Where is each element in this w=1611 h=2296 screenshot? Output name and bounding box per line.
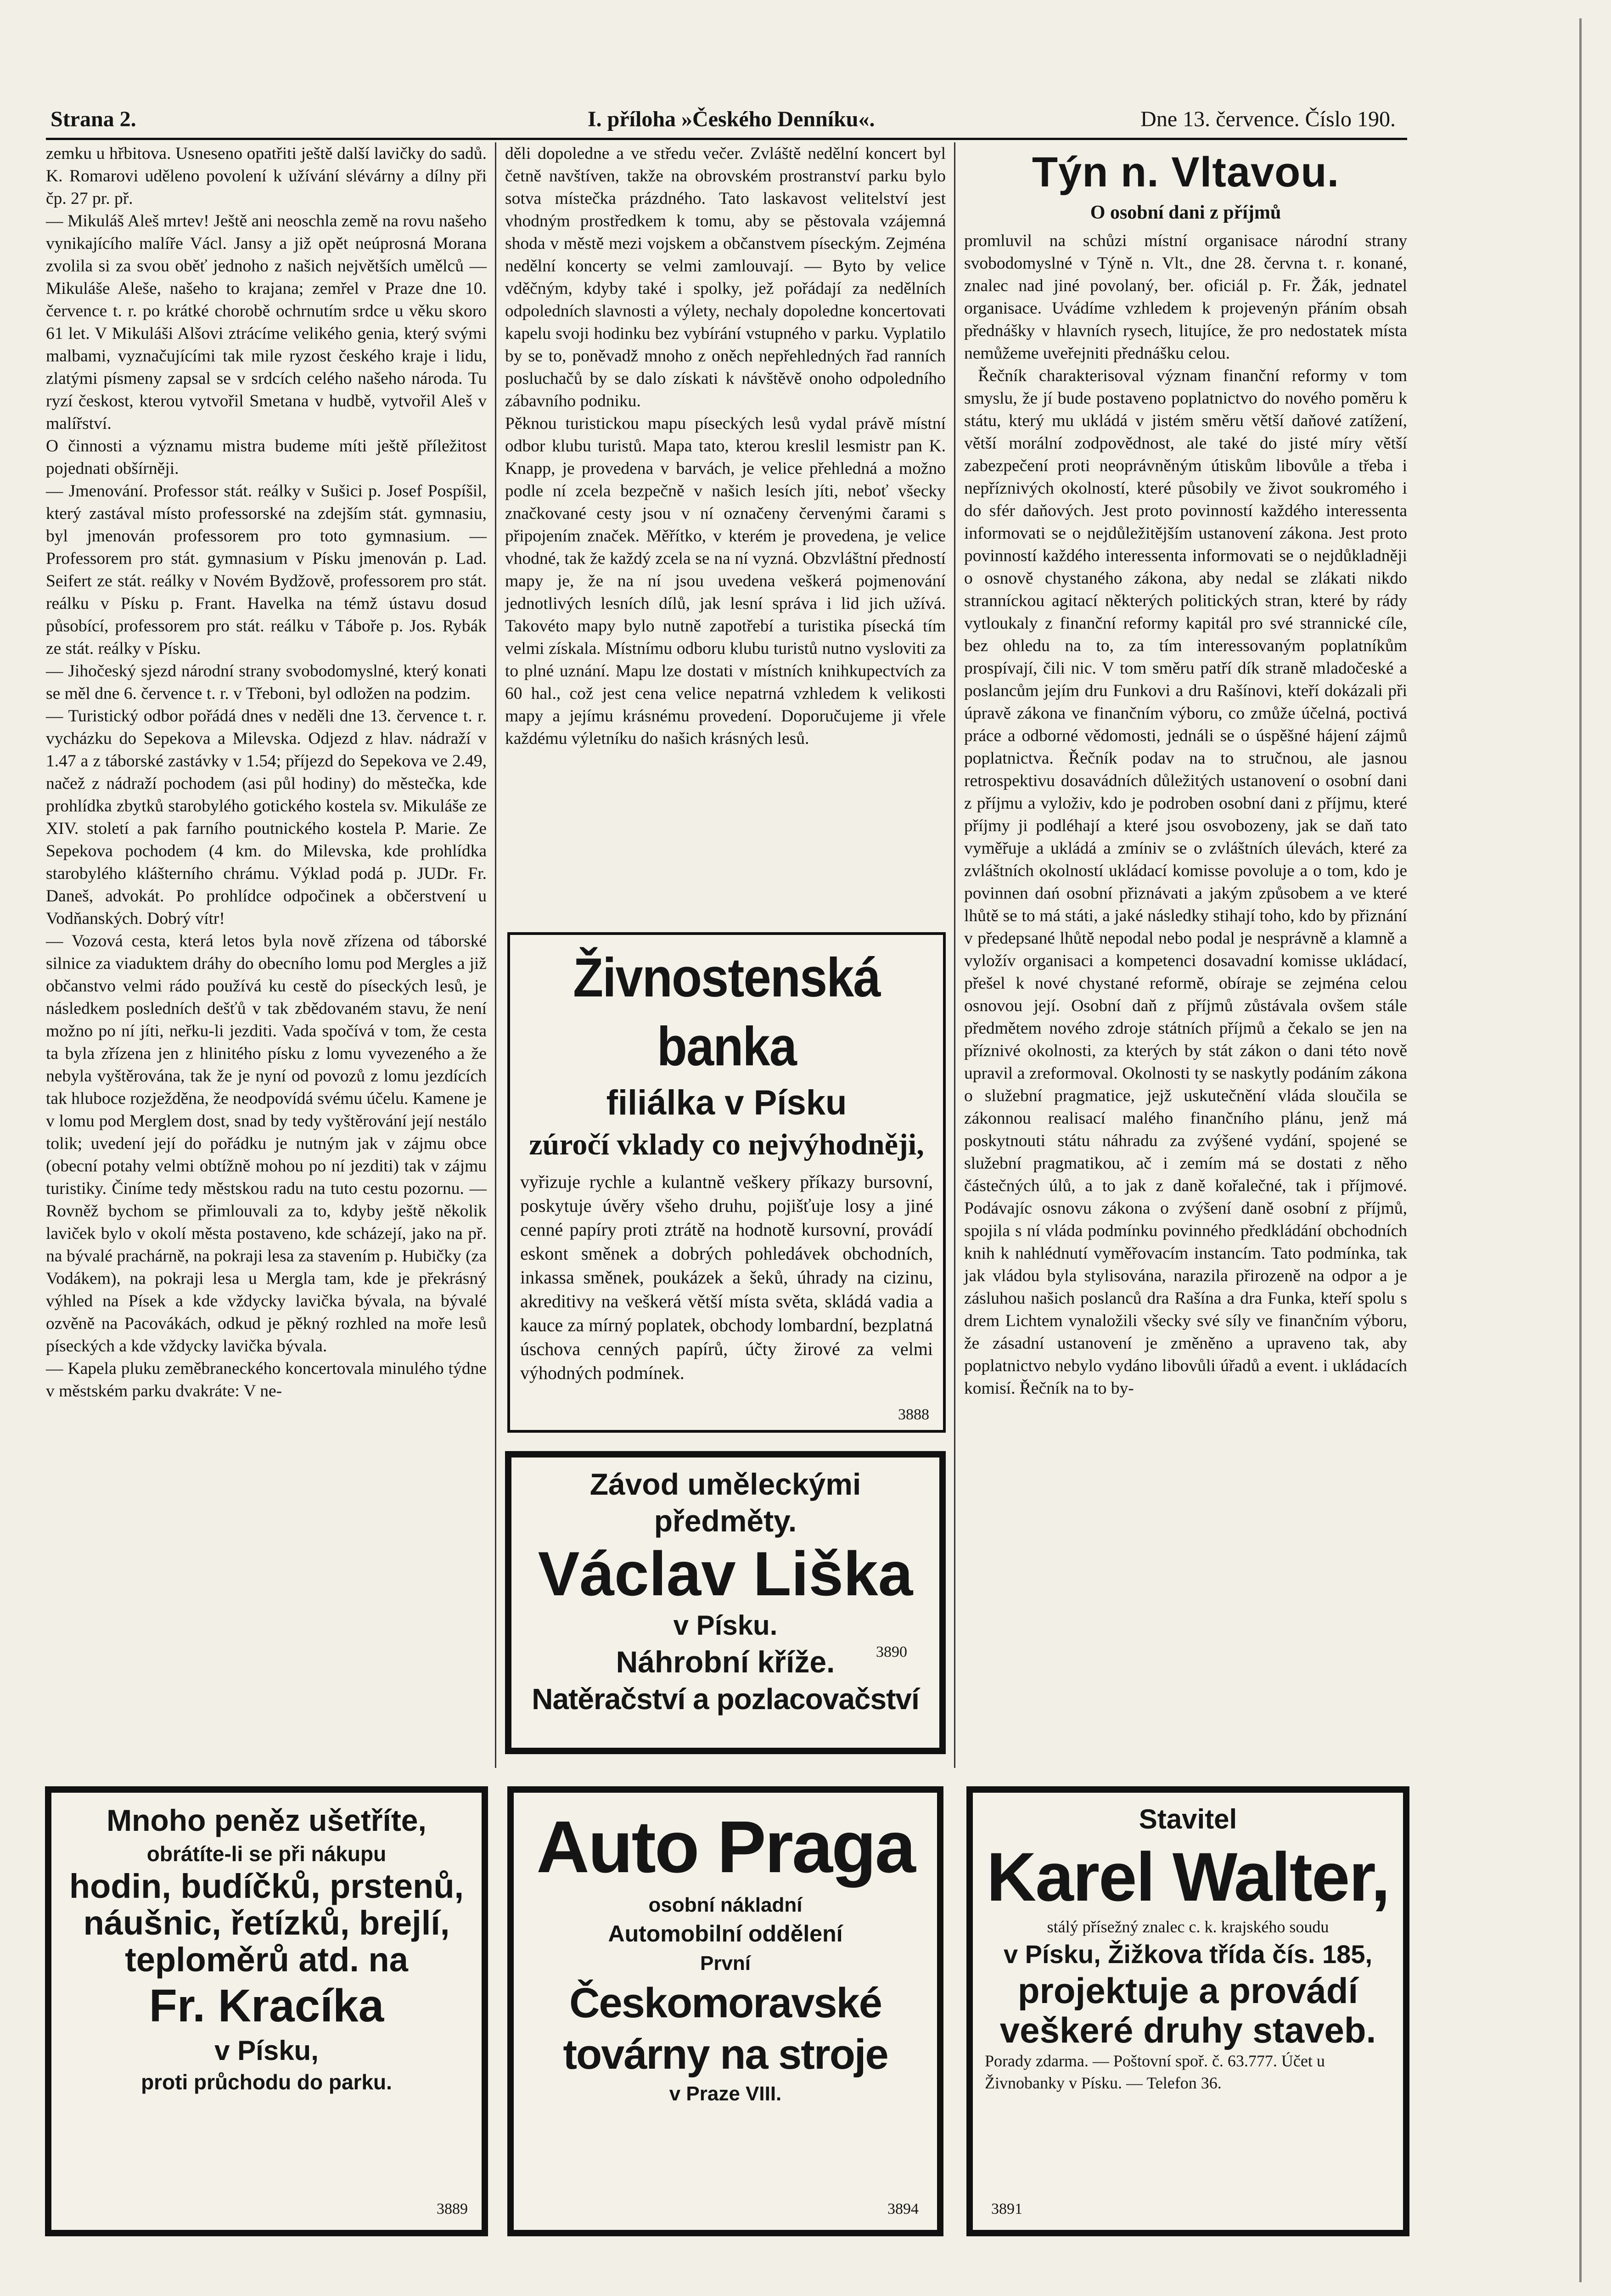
article-paragraph: Pěknou turistickou mapu píseckých lesů vydal právě místní odbor klubu turistů. Mapa tato, kterou kreslil lesmistr pan K. Knapp, je provedena v barvách, je velice přehledná a možno podle ní zcela bezpečně v našich lesích jíti, neboť všecky značkované cesty jsou v ní označeny červenými čarami s připojením značek. Měřítko, v kterém je provedena, je velice vhodné, tak že každý zcela se na ní vyzná. Obzvláštní předností mapy je, že na ní jsou uvedena veškerá pojmenování jednotlivých lesních dílů, jak lesní správa i lid jich užívá. Takovéto mapy bylo nutně zapotřebí a turistika písecká tím velmi získala. Místnímu odboru klubu turistů nutno vysloviti za to plné uznání. Mapu lze dostati v místních knihkupectvích za 60 hal., což jest cena velice nepatrná vzhledem k velikosti mapy a jejímu krásnému provedení. Doporučujeme ji vřele každému výletníku do našich krásných lesů. [505, 414, 946, 748]
ad-liska-place: v Písku. [673, 1610, 778, 1641]
ad-praga-factory: Českomoravské továrny na stroje [563, 1980, 888, 2078]
supplement-title: I. příloha »Českého Denníku«. [588, 107, 875, 131]
page-number: Strana 2. [51, 107, 136, 131]
ad-kracik-line3: hodin, budíčků, prstenů, náušnic, řetízků, brejlí, teploměrů atd. na [69, 1867, 464, 1979]
article-paragraph: — Kapela pluku zeměbraneckého koncertovala minulého týdne v městském parku dvakráte: V ne- [46, 1359, 487, 1401]
ad-walter-line5: projektuje a provádí veškeré druhy staveb. [999, 1970, 1376, 2050]
column-divider [954, 142, 955, 1768]
article-paragraph: — Vozová cesta, která letos byla nově zřízena od táborské silnice za viaduktem dráhy do obecního lomu pod Mergles a již občanstvo velmi rádo používá ku cestě do píseckých lesů, je následkem posledních dešťů v tak zbědovaném stavu, že není možno po ní jíti, neřku-li jezditi. Vada spočívá v tom, že cesta ta byla zřízena jen z hlinitého písku z lomu vyvezeného a že nebyla vyštěrována, tak že je nyní od povozů z lomu jezdících tak hluboce rozježděna, že neodpovídá svému účelu. Kamene je v lomu pod Merglem dost, snad by tedy vyštěrování její nestálo tolik; uvedení její do pořádku je nutným jak v zájmu obce (obecní potahy velmi obtížně mohou po ní jezditi) tak v zájmu turistiky. Činíme tedy městskou radu na tuto cestu pozornu. — Rovněž bychom se přimlouvali za to, kdyby ještě několik laviček bylo v okolí města postaveno, kde scházejí, jako na př. na bývalé prachárně, na pokraji lesa za stavením p. Hubičky (za Vodákem), na pokraji lesa u Mergla tam, kde je překrásný výhled na Písek a kde vždycky lavička bývala, na bývalé ozvěně na Pacovákách, odkud je pěkný rozhled na moře lesů píseckých a kde vždycky lavička bývala. [46, 932, 487, 1356]
article-paragraph: — Mikuláš Aleš mrtev! Ještě ani neoschla země na rovu našeho vynikajícího malíře Václ. Jansy a již opět neúprosná Morana zvolila si za svou oběť jednoho z našich největších umělců — Mikuláše Aleše, našeho to krajana; zemřel v Praze dne 10. července t. r. po krátké chorobě ochrnutím srdce u věku skoro 61 let. V Mikuláši Alšovi ztrácíme velikého genia, který svými malbami, vyznačujícími tak mile ryzost českého kraje i lidu, zlatými písmeny zapsal se v srdcích celého našeho národa. Tu ryzí českost, kterou vytvořil Smetana v hudbě, vytvořil Aleš v malířství. [46, 212, 487, 433]
ad-number: 3891 [991, 2200, 1022, 2217]
ad-kracik-place: v Písku, [214, 2035, 319, 2066]
article-paragraph: zemku u hřbitova. Usneseno opatřiti ještě další lavičky do sadů. K. Romarovi uděleno povolení k užívání slévárny a dílny při čp. 27 pr. př. [46, 144, 487, 208]
ad-bank-subtitle: filiálka v Písku [606, 1083, 847, 1122]
page-edge-line [1579, 18, 1582, 2282]
ad-bank-body: vyřizuje rychle a kulantně veškery příkazy bursovní, poskytuje úvěry všeho druhu, pojišťuje losy a jiné cenné papíry proti ztrátě na hodnotě kursovní, provádí eskont směnek a dobrých pohledávek obchodních, inkassa směnek, poukázek a šeků, úhrady na cizinu, akreditivy na veškerá větší místa světa, skládá vadia a kauce za mírný poplatek, obchody lombardní, bezplatná úschova cenných papírů, účty žirové za velmi výhodných podmínek. [520, 1171, 933, 1383]
article-paragraph: děli dopoledne a ve středu večer. Zvláště nedělní koncert byl četně navštíven, takže na obrovském prostranství parku bylo sotva místečka prázdného. Tato laskavost velitelství jest vhodným prostředkem k tomu, aby se pěstovala vzájemná shoda v městě mezi vojskem a občanstvem píseckým. Zejména nedělní koncerty se velmi zamlouvají. — Byto by velice vděčným, kdyby také i spolky, jež pořádají za nedělních odpoledních slavnosti a výlety, nechaly dopoledne koncertovati kapelu svoji hodinku bez vybírání vstupného v parku. Vyplatilo by se to, poněvadž mnoho z oněch nepřehledných řad ranních posluchačů by se dalo získati k návštěvě onoho odpoledního zábavního podniku. [505, 144, 946, 411]
advertisement-walter [966, 1786, 1409, 2236]
article-paragraph: — Jmenování. Professor stát. reálky v Sušici p. Josef Pospíšil, který zastával místo professorské na zdejším stát. gymnasiu, byl jmenován professorem pro toto gymnasium. — Professorem pro stát. gymnasium v Písku jmenován p. Lad. Seifert ze stát. reálky v Novém Bydžově, professorem pro stát. reálku v Písku p. Frant. Havelka na témž ústavu dosud působící, professorem pro stát. reálku v Táboře p. Jos. Rybák ze stát. reálky v Písku. [46, 482, 487, 658]
ad-liska-name: Václav Liška [538, 1539, 913, 1609]
article-paragraph: — Turistický odbor pořádá dnes v neděli dne 13. července t. r. vycházku do Sepekova a Milevska. Odjezd z hlav. nádraží v 1.47 a z táborské zastávky v 1.54; příjezd do Sepekova ve 2.49, načež z nádraží pochodem (asi půl hodiny) do městečka, kde prohlídka zbytků starobylého gotického kostela sv. Mikuláše ze XIV. století a pak farního poutnického kostela P. Marie. Ze Sepekova pochodem (4 km. do Milevska, kde prohlídka starobylého klášterního chrámu. Výklad podá p. JUDr. Fr. Daneš, advokát. Po prohlídce odpočinek a občerstvení u Vodňanských. Dobrý vítr! [46, 707, 487, 928]
ad-bank-tagline: zúročí vklady co nejvýhodněji, [529, 1128, 924, 1161]
ad-praga-sub3: První [700, 1952, 751, 1975]
column-right [964, 142, 1407, 1400]
ad-number: 3889 [437, 2200, 468, 2217]
advertisement-liska [505, 1451, 946, 1754]
column-middle [505, 142, 946, 750]
page-header [46, 107, 1405, 139]
ad-liska-line1: Závod uměleckými předměty. [589, 1467, 861, 1538]
ad-kracik-line1: Mnoho peněz ušetříte, [107, 1803, 427, 1837]
column-left [46, 142, 487, 1402]
ad-liska-line4: Náhrobní kříže. [616, 1645, 835, 1679]
issue-date: Dne 13. července. Číslo 190. [1140, 107, 1396, 131]
ad-praga-place: v Praze VIII. [669, 2082, 782, 2105]
advertisement-bank [507, 932, 946, 1433]
ad-number: 3890 [876, 1643, 907, 1660]
ad-praga-sub2: Automobilní oddělení [608, 1921, 843, 1947]
advertisement-praga [507, 1786, 943, 2236]
article-paragraph: O činnosti a významu mistra budeme míti ještě příležitost pojednati obšírněji. [46, 437, 487, 478]
ad-walter-line1: Stavitel [1139, 1804, 1237, 1835]
ad-walter-line6: Porady zdarma. — Poštovní spoř. č. 63.777. Účet u Živnobanky v Písku. — Telefon 36. [985, 2052, 1325, 2092]
article-paragraph: — Jihočeský sjezd národní strany svobodomyslné, který konati se měl dne 6. července t. r. v Třeboni, byl odložen na podzim. [46, 662, 487, 703]
ad-number: 3894 [887, 2200, 919, 2217]
column-divider [495, 142, 496, 1768]
ad-praga-sub1: osobní nákladní [648, 1894, 803, 1916]
article-paragraph: Řečník charakterisoval význam finanční reformy v tom smyslu, že jí bude postaveno poplatnictvo do nového poměru k státu, který mu ukládá v jistém směru větší daňové zatížení, větší morální zodpovědnost, ale také do jisté míry větší zabezpečení proti neoprávněným útiskům libovůle a třeba i nepříznivých okolností, které působily ve život soukromého i do sfér daňových. Jest proto povinností každého interessenta informovati se o nejdůležitějším ustanovení zákona. Jest proto povinností každého interessenta informovati se o nejdůkladněji o osnově chystaného zákona, aby nedal se zlákati nikdo stranníckou agitací některých politických stran, které by rády vytloukaly z finanční reformy kapitál pro své strannické cíle, bez ohledu na to, za tím interessovaným poplatníkům prospívají, čili nic. V tom směru patří dík straně mladočeské a poslancům jejím dru Funkovi a dru Rašínovi, kteří dokázali při úpravě zákona ve finančním výboru, co zmůže účelná, poctivá práce a odborné vědomosti, jednáli se o úspěšné hájení zájmů poplatnictva. Řečník podav na to stručnou, ale jasnou retrospektivu dosavádních důležitých ustanovení o osobní dani z příjmu a vyloživ, kdo je podroben osobní dani z příjmu, které příjmy ji podléhají a které jsou osvobozeny, jak se daň tato vyměřuje a ukládá a zmíniv se o zvláštních úlevách, které za zvláštních okolností ukládací komisse povoluje a o tom, kdo je povinnen dań osobní přiznávati a jakým způsobem a ve které lhůtě se to má státi, a jaké následky stihají toho, kdo by přiznání v předepsané lhůtě nepodal nebo podal je nesprávně a klamně a vyložív organisaci a kompetenci dosavadní komisse ukládací, přešel k nové chystané reformě, obíraje se zejména celou osnovou její. Osobní daň z příjmů zůstávala ovšem stále předmětem nového zdroje státních příjmů a čekalo se jen na příznivé okolnosti, za kterých by stát zákon o dani této nově upravil a zreformoval. Okolnosti ty se naskytly podáním zákona o služební pragmatice, jejž uskutečnění vláda sloučila se zákonnou realisací malého finančního plánu, jenž má poskytnouti státu náhradu za zvýšené vydání, spojené se služební pragmatikou, ač i zemím má se dostati z něho částečných úlů, a to jak z daně kořalečné, tak i příjmové. Podávajíc osnovu zákona o zvýšení daně osobní z příjmů, spojila s ní vláda podmínku povinného předkládání obchodních knih k nahlédnutí vyměřovacím instancím. Tato podmínka, tak jak vládou byla stylisována, narazila přirozeně na odpor a je zásluhou našich poslanců dra Rašína a dra Funka, kteří spolu s drem Lichtem vynaložili všecky své síly ve finančním výboru, že zásadní ustanovení je změněno a upraveno tak, aby poplatnictvo nebylo vydáno libovůli úřadů a event. i ukládacích komisí. Řečník na to by- [964, 366, 1407, 1398]
ad-walter-line4: v Písku, Žižkova třída čís. 185, [1003, 1940, 1373, 1969]
ad-kracik-line6: proti průchodu do parku. [141, 2070, 392, 2094]
ad-kracik-name: Fr. Kracíka [149, 1980, 384, 2032]
ad-walter-name: Karel Walter, [986, 1838, 1390, 1915]
advertisement-kracik [45, 1786, 488, 2236]
header-rule [46, 138, 1407, 140]
ad-walter-line3: stálý přísežný znalec c. k. krajského soudu [1047, 1918, 1329, 1936]
ad-kracik-line2: obrátíte-li se při nákupu [146, 1842, 387, 1866]
ad-liska-line5: Natěračství a pozlacovačství [532, 1683, 919, 1716]
section-title: Týn n. Vltavou. [1032, 149, 1340, 196]
article-paragraph: promluvil na schůzi místní organisace národní strany svobodomyslné v Týně n. Vlt., dne 28. června t. r. konané, znalec nad jiné povolaný, ber. oficiál p. Fr. Žák, jednatel organisace. Uvádíme vzhledem k projevenýn přáním obsah přednášky v hlavních rysech, litujíce, že pro nedostatek místa nemůžeme uveřejniti přednášku celou. [964, 231, 1407, 363]
ad-praga-title: Auto Praga [536, 1806, 915, 1888]
ad-number: 3888 [898, 1406, 929, 1423]
article-headline: O osobní dani z příjmů [1090, 202, 1281, 223]
ad-bank-title: Živnostenská banka [573, 947, 880, 1077]
